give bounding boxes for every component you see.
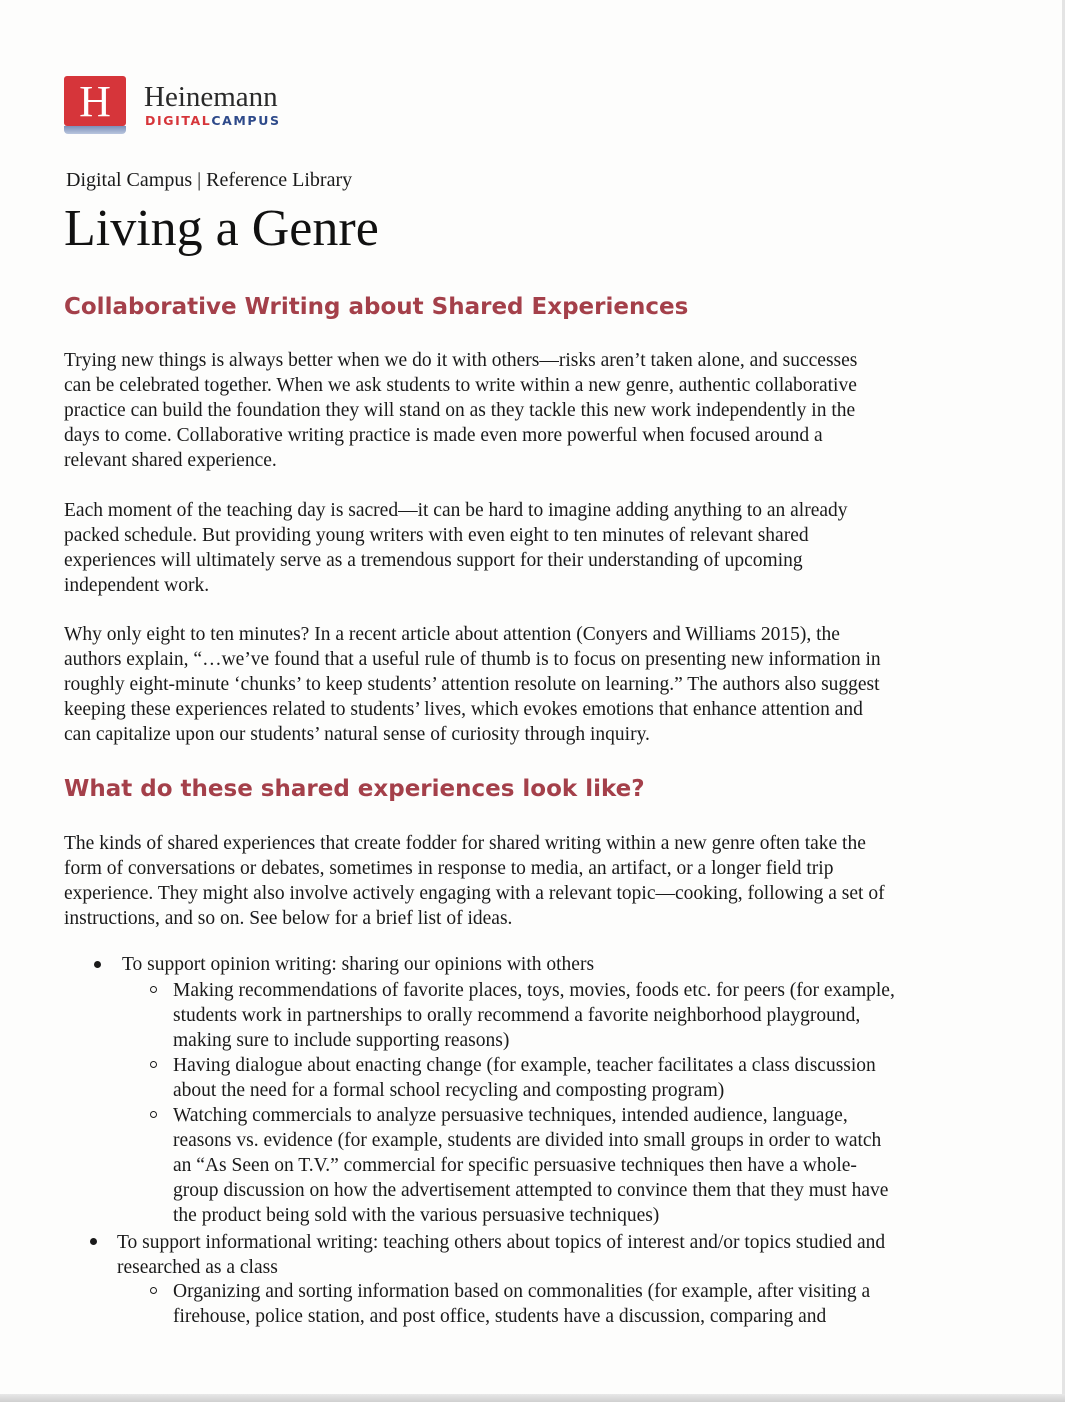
- list-item-line: group discussion on how the advertisement attempted to convince them that they must have: [173, 1180, 889, 1201]
- paragraph-line: relevant shared experience.: [64, 450, 277, 471]
- logo-h-box: [64, 76, 126, 126]
- paragraph-line: The kinds of shared experiences that create fodder for shared writing within a new genre often take the: [64, 833, 866, 854]
- paragraph-line: authors explain, “…we’ve found that a useful rule of thumb is to focus on presenting new information in: [64, 649, 881, 670]
- paragraph-line: roughly eight-minute ‘chunks’ to keep students’ attention resolute on learning.” The authors also suggest: [64, 674, 880, 695]
- paragraph-line: days to come. Collaborative writing practice is made even more powerful when focused around a: [64, 425, 823, 446]
- paragraph-line: practice can build the foundation they will stand on as they tackle this new work independently in the: [64, 400, 856, 421]
- logo-sub-digital: DIGITAL: [145, 113, 212, 128]
- paragraph-1: [64, 348, 1014, 473]
- paragraph-line: packed schedule. But providing young writers with even eight to ten minutes of relevant shared: [64, 525, 809, 546]
- logo-subtitle: [145, 114, 281, 128]
- sub-bullet-circle: [150, 1061, 157, 1068]
- paragraph-line: can be celebrated together. When we ask students to write within a new genre, authentic collaborative: [64, 375, 857, 396]
- paragraph-line: Trying new things is always better when we do it with others—risks aren’t taken alone, and successes: [64, 350, 858, 371]
- paragraph-line: can capitalize upon our students’ natural sense of curiosity through inquiry.: [64, 724, 650, 745]
- list-item-line: about the need for a formal school recycling and composting program): [173, 1080, 725, 1101]
- list-item-line: students work in partnerships to orally recommend a favorite neighborhood playground,: [173, 1005, 861, 1026]
- scan-edge: [0, 1394, 1065, 1402]
- section-heading-shared-experiences: What do these shared experiences look like?: [64, 776, 645, 802]
- list-item-informational: [117, 1230, 885, 1280]
- logo-h-letter: H: [79, 77, 111, 126]
- list-item-line: Making recommendations of favorite places, toys, movies, foods etc. for peers (for example,: [173, 980, 895, 1001]
- breadcrumb: Digital Campus | Reference Library: [66, 169, 353, 191]
- paragraph-line: Each moment of the teaching day is sacred—it can be hard to imagine adding anything to an already: [64, 500, 848, 521]
- paragraph-line: experience. They might also involve actively engaging with a relevant topic—cooking, following a set of: [64, 883, 885, 904]
- paragraph-line: instructions, and so on. See below for a brief list of ideas.: [64, 908, 513, 929]
- bullet-dot: [90, 1238, 97, 1245]
- paragraph-line: independent work.: [64, 575, 210, 596]
- list-item-line: Organizing and sorting information based on commonalities (for example, after visiting a: [173, 1281, 871, 1302]
- list-item-line: the product being sold with the various persuasive techniques): [173, 1205, 660, 1226]
- heinemann-logo: [64, 76, 324, 138]
- sub-item-organizing: [173, 1279, 870, 1329]
- list-item-line: an “As Seen on T.V.” commercial for specific persuasive techniques then have a whole-: [173, 1155, 857, 1176]
- list-item-line: researched as a class: [117, 1257, 278, 1278]
- paragraph-line: experiences will ultimately serve as a tremendous support for their understanding of upcoming: [64, 550, 803, 571]
- bullet-dot: [94, 961, 101, 968]
- paragraph-2: [64, 498, 1014, 598]
- list-item-line: Having dialogue about enacting change (for example, teacher facilitates a class discussion: [173, 1055, 876, 1076]
- list-item-line: To support opinion writing: sharing our opinions with others: [122, 954, 595, 975]
- paragraph-line: form of conversations or debates, sometimes in response to media, an artifact, or a longer field trip: [64, 858, 834, 879]
- list-item-line: reasons vs. evidence (for example, students are divided into small groups in order to watch: [173, 1130, 882, 1151]
- paragraph-line: Why only eight to ten minutes? In a recent article about attention (Conyers and Williams 2015), the: [64, 624, 840, 645]
- logo-sub-campus: CAMPUS: [211, 113, 281, 128]
- list-item-line: making sure to include supporting reasons): [173, 1030, 510, 1051]
- list-item-line: Watching commercials to analyze persuasive techniques, intended audience, language,: [173, 1105, 848, 1126]
- sub-bullet-circle: [150, 986, 157, 993]
- sub-item-recommendations: [173, 978, 895, 1053]
- sub-item-dialogue: [173, 1053, 876, 1103]
- sub-bullet-circle: [150, 1287, 157, 1294]
- list-item-line: To support informational writing: teaching others about topics of interest and/or topics studied and: [117, 1232, 886, 1253]
- sub-item-commercials: [173, 1103, 888, 1228]
- list-item-opinion: [122, 952, 594, 977]
- section-heading-collaborative: Collaborative Writing about Shared Experiences: [64, 294, 689, 320]
- paragraph-line: keeping these experiences related to students’ lives, which evokes emotions that enhance attention and: [64, 699, 863, 720]
- sub-bullet-circle: [150, 1111, 157, 1118]
- logo-name: Heinemann: [144, 81, 278, 113]
- paragraph-4: [64, 831, 1014, 931]
- logo-swoosh: [64, 126, 126, 134]
- paragraph-3: [64, 622, 1014, 747]
- page-title: Living a Genre: [64, 200, 379, 257]
- list-item-line: firehouse, police station, and post office, students have a discussion, comparing and: [173, 1306, 827, 1327]
